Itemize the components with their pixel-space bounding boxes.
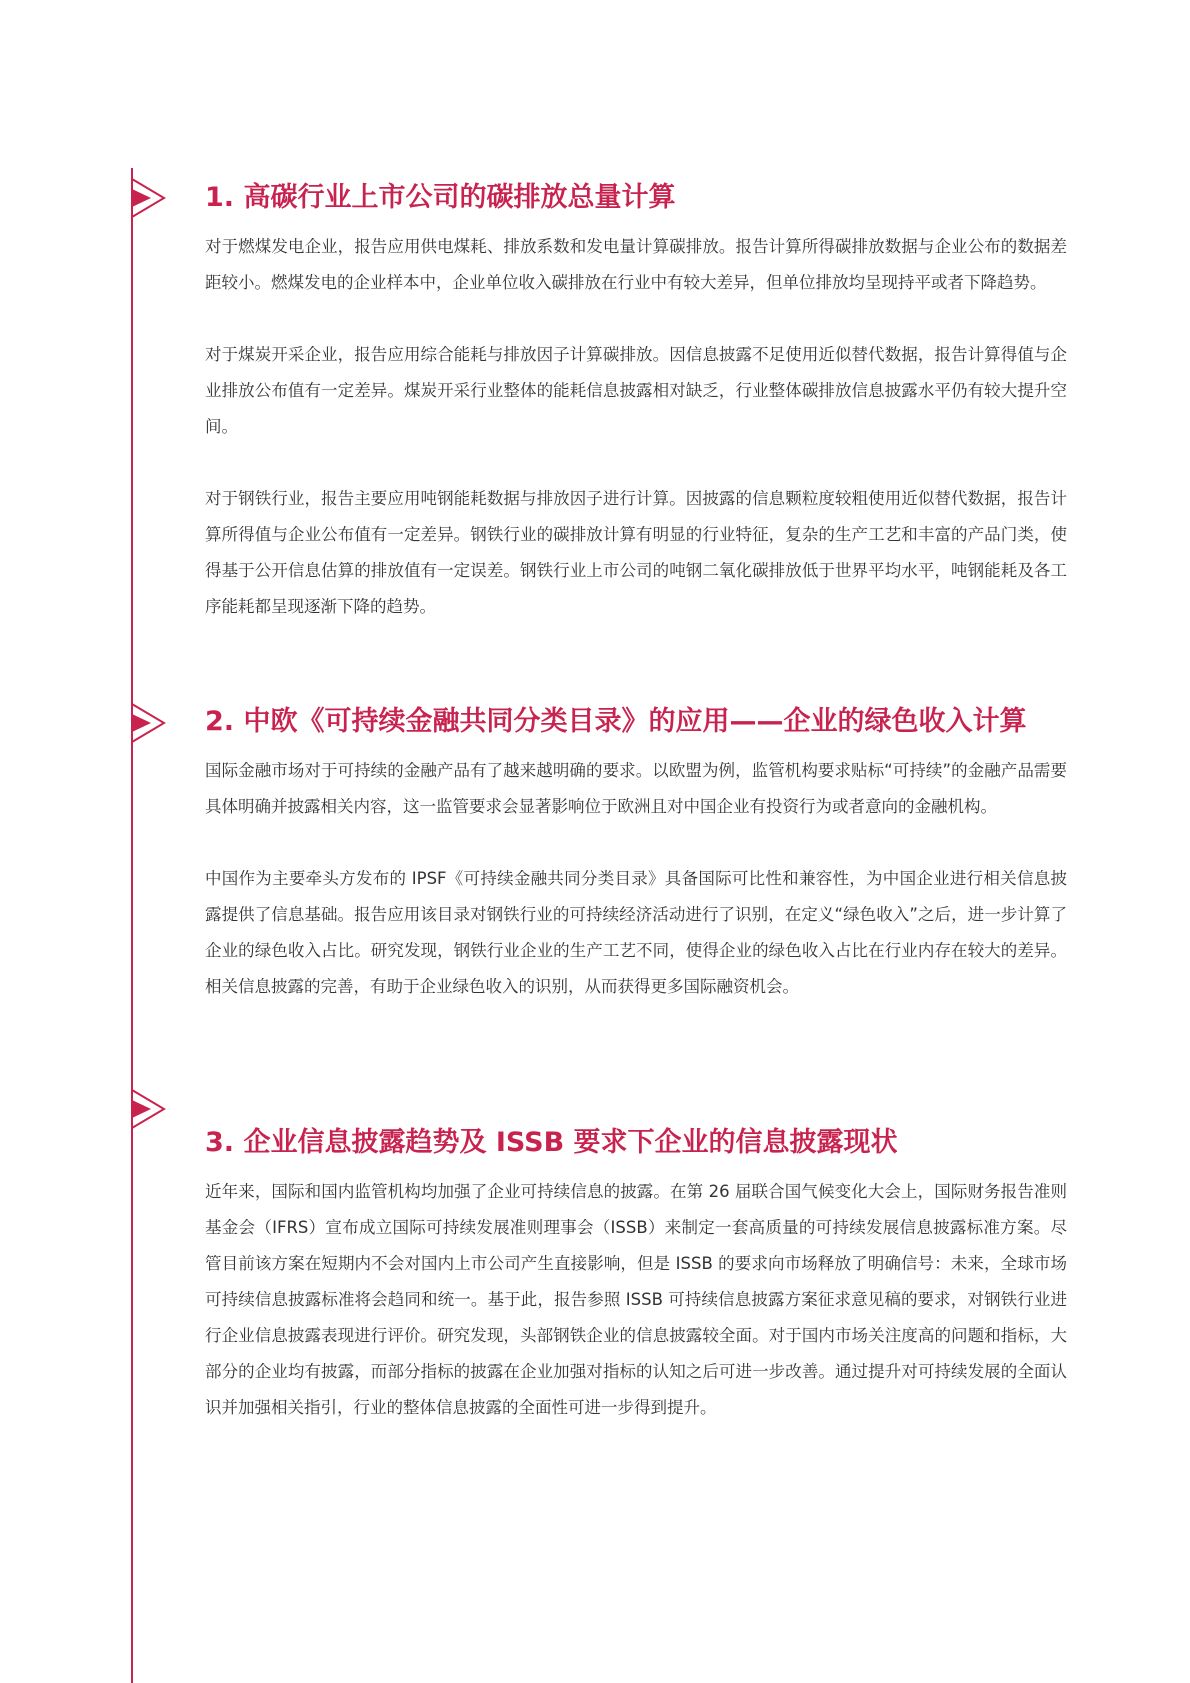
paragraph: 对于煤炭开采企业，报告应用综合能耗与排放因子计算碳排放。因信息披露不足使用近似替代数据，报告计算得值与企业排放公布值有一定差异。煤炭开采行业整体的能耗信息披露相对缺乏，行业整体碳排放信息披露水平仍有较大提升空间。 [205,345,1067,436]
paragraph: 近年来，国际和国内监管机构均加强了企业可持续信息的披露。在第 26 届联合国气候变化大会上，国际财务报告准则基金会（IFRS）宣布成立国际可持续发展准则理事会（ISSB）来制定一套高质量的可持续发展信息披露标准方案。尽管目前该方案在短期内不会对国内上市公司产生直接影响，但是 ISSB 的要求向市场释放了明确信号：未来，全球市场可持续信息披露标准将会趋同和统一。基于此，报告参照 ISSB 可持续信息披露方案征求意见稿的要求，对钢铁行业进行企业信息披露表现进行评价。研究发现，头部钢铁企业的信息披露较全面。对于国内市场关注度高的问题和指标，大部分的企业均有披露，而部分指标的披露在企业加强对指标的认知之后可进一步改善。通过提升对可持续发展的全面认识并加强相关指引，行业的整体信息披露的全面性可进一步得到提升。 [205,1182,1067,1417]
section-heading: 2. 中欧《可持续金融共同分类目录》的应用——企业的绿色收入计算 [205,706,1027,737]
section-2 [205,704,1067,1005]
play-triangle-icon [130,177,166,219]
play-triangle-icon [130,702,166,744]
vertical-rule [131,168,133,1683]
paragraph: 对于钢铁行业，报告主要应用吨钢能耗数据与排放因子进行计算。因披露的信息颗粒度较粗使用近似替代数据，报告计算所得值与企业公布值有一定差异。钢铁行业的碳排放计算有明显的行业特征，复杂的生产工艺和丰富的产品门类，使得基于公开信息估算的排放值有一定误差。钢铁行业上市公司的吨钢二氧化碳排放低于世界平均水平，吨钢能耗及各工序能耗都呈现逐渐下降的趋势。 [205,489,1067,616]
paragraph: 国际金融市场对于可持续的金融产品有了越来越明确的要求。以欧盟为例，监管机构要求贴标“可持续”的金融产品需要具体明确并披露相关内容，这一监管要求会显著影响位于欧洲且对中国企业有投资行为或者意向的金融机构。 [205,761,1067,816]
section-3 [205,1125,1067,1426]
section-heading: 1. 高碳行业上市公司的碳排放总量计算 [205,182,676,213]
paragraph: 对于燃煤发电企业，报告应用供电煤耗、排放系数和发电量计算碳排放。报告计算所得碳排放数据与企业公布的数据差距较小。燃煤发电的企业样本中，企业单位收入碳排放在行业中有较大差异，但单位排放均呈现持平或者下降趋势。 [205,237,1067,292]
section-1 [205,180,1067,625]
section-heading: 3. 企业信息披露趋势及 ISSB 要求下企业的信息披露现状 [205,1127,898,1158]
paragraph: 中国作为主要牵头方发布的 IPSF《可持续金融共同分类目录》具备国际可比性和兼容性，为中国企业进行相关信息披露提供了信息基础。报告应用该目录对钢铁行业的可持续经济活动进行了识别，在定义“绿色收入”之后，进一步计算了企业的绿色收入占比。研究发现，钢铁行业企业的生产工艺不同，使得企业的绿色收入占比在行业内存在较大的差异。相关信息披露的完善，有助于企业绿色收入的识别，从而获得更多国际融资机会。 [205,869,1067,996]
play-triangle-icon [130,1088,166,1130]
